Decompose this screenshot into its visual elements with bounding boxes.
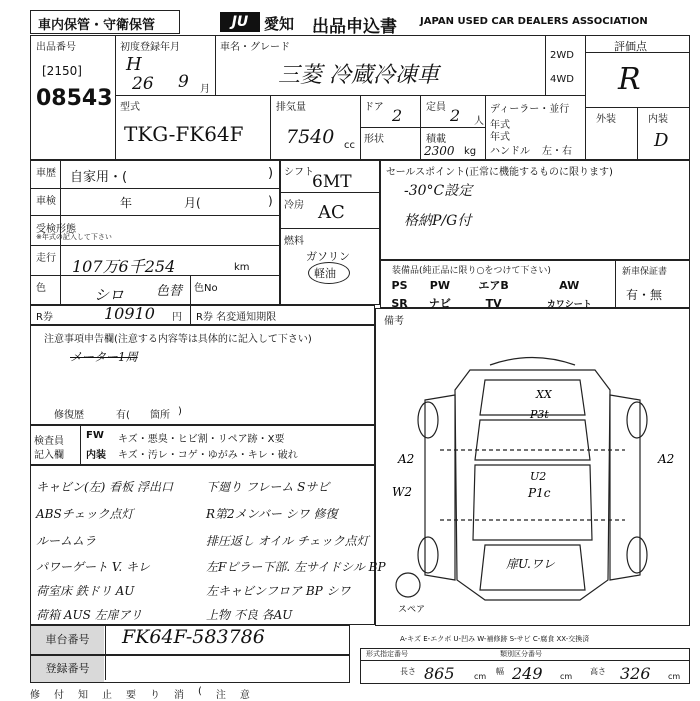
footer-cell: 修 (30, 690, 40, 701)
inspector-note-left: キャビン(左) 看板 浮出口 (36, 480, 173, 494)
mileage-unit: km (234, 262, 250, 273)
displacement-unit: cc (344, 140, 355, 151)
dims-height-unit: cm (668, 672, 681, 681)
inspection-close: ) (268, 194, 273, 208)
equipment-cell: SR (391, 296, 408, 310)
car-diagram (380, 330, 685, 620)
capacity-value: 2 (450, 106, 461, 125)
recycle-label: R券 (36, 312, 53, 323)
footer-cell: ( (198, 686, 202, 697)
fuel-value: ガソリン (306, 250, 350, 263)
inspector-note-right: 左キャビンフロア BP シワ (206, 584, 351, 598)
form-title: 出品申込書 (312, 17, 397, 37)
displacement-value: 7540 (286, 126, 335, 148)
diagram-right-mark: A2 (658, 452, 675, 466)
registration-month-unit: 月 (200, 84, 210, 95)
mileage-value: 107万6千254 (72, 257, 176, 276)
inspector-row2: キズ・汚レ・コゲ・ゆがみ・キレ・破れ (118, 450, 298, 461)
dealer-year-label: 年式 (490, 120, 510, 131)
association-name: JAPAN USED CAR DEALERS ASSOCIATION (420, 16, 648, 27)
footer-cell: 要 (126, 690, 136, 701)
dims-length-label: 長さ (400, 667, 416, 676)
warranty-value: 有・無 (626, 288, 663, 302)
dims-length-unit: cm (474, 672, 487, 681)
storage-note-text: 車内保管・守衛保管 (38, 18, 156, 33)
org-name: 愛知 (264, 15, 295, 33)
model-label: 型式 (120, 102, 140, 113)
inspector-label-2: 記入欄 (34, 450, 64, 461)
diagram-remarks-label: 備考 (384, 316, 404, 327)
diagram-center-mark: U2 (530, 470, 547, 483)
footer-row (30, 686, 370, 700)
footer-cell: 消 (174, 690, 184, 701)
notice-label: R券 名変通知期限 (196, 312, 277, 323)
inspector-note-right: 上物 不良 各AU (206, 608, 293, 622)
fuel-value2: 軽油 (314, 267, 336, 280)
footer-cell: 注 (215, 690, 226, 701)
history-label: 車歴 (36, 168, 56, 179)
dims-height-value: 326 (620, 664, 651, 683)
dims-width-label: 幅 (496, 667, 504, 676)
color-label: 色 (36, 283, 46, 294)
load-unit: kg (464, 146, 477, 157)
equipment-cell: PS (391, 278, 408, 292)
shift-value: 6MT (312, 172, 352, 192)
load-value: 2300 (424, 144, 455, 158)
inspector-note-left: パワーゲート V. キレ (36, 560, 150, 574)
color-value: シロ (94, 286, 125, 304)
equipment-cell: エアB (478, 279, 509, 292)
inspector-row1-tag: FW (86, 430, 104, 441)
inspector-row1: キズ・悪臭・ヒビ割・リペア跡・X要 (118, 434, 285, 445)
diagram-top-mark: XX (536, 388, 552, 401)
interior-value: D (654, 130, 669, 151)
inspection-label: 車検 (36, 196, 56, 207)
inspector-note-right: 左Fピラー下部. 左サイドシル BP (206, 560, 386, 574)
lot-number: 08543 (36, 86, 113, 111)
accept-note: ※年式の記入して下さい (36, 233, 112, 241)
aircon-label: 冷房 (284, 200, 304, 211)
footer-cell: 意 (239, 690, 250, 701)
inspection-year: 年 (120, 196, 133, 210)
doors-label: ドア (364, 102, 384, 113)
inspector-note-left: ABSチェック点灯 (36, 507, 134, 521)
footer-cell: 止 (102, 690, 112, 701)
inspector-note-left: 荷室床 鉄ドリ AU (36, 584, 135, 598)
grade-label: 評価点 (614, 40, 647, 53)
shift-label: シフト (284, 167, 314, 178)
load-label: 積載 (426, 134, 446, 145)
car-name-label: 車名・グレード (220, 42, 290, 53)
footer-cell: り (150, 690, 160, 701)
handle-label: ハンドル (490, 146, 530, 157)
recycle-value: 10910 (104, 304, 155, 323)
equipment-grid (382, 276, 614, 312)
repair-label: 修復歴 (54, 410, 84, 421)
diagram-left-mark-1: A2 (398, 452, 415, 466)
diagram-top-label: P3t (530, 408, 549, 421)
ju-logo (220, 12, 260, 32)
inspector-note-left: ルームムラ (36, 534, 97, 548)
registration-no-label: 登録番号 (31, 656, 104, 682)
recycle-unit: 円 (172, 312, 182, 323)
dims-class-label: 類別区分番号 (500, 650, 542, 658)
displacement-label: 排気量 (276, 102, 306, 113)
selling-point-1: -30°C設定 (404, 183, 473, 199)
dims-length-value: 865 (424, 664, 455, 683)
dims-model-label: 形式指定番号 (366, 650, 408, 658)
diagram-left-mark-2: W2 (392, 485, 412, 499)
registration-label: 初度登録年月 (120, 42, 180, 53)
inspector-note-right: R第2メンバー シワ 修復 (206, 507, 338, 521)
repair-value: 有( (116, 410, 130, 421)
selling-point-2: 格納P/G付 (404, 213, 472, 229)
damage-legend: A-キズ E-エクボ U-凹み W-補修跡 S-サビ C-腐食 XX-交換済 (400, 635, 590, 643)
chassis-label: 車台番号 (31, 626, 104, 654)
lot-sub-number: [2150] (42, 64, 82, 78)
equipment-cell: TV (485, 296, 502, 310)
mileage-label: 走行 (36, 253, 56, 264)
history-value: 自家用・( (70, 170, 128, 185)
equipment-cell: ナビ (428, 297, 451, 310)
color-no-label: 色No (194, 283, 218, 294)
inspection-month: 月( (184, 196, 201, 210)
car-name-value: 三菱 冷蔵冷凍車 (278, 63, 439, 88)
dims-height-label: 高さ (590, 667, 606, 676)
capacity-unit: 人 (474, 116, 484, 127)
notes-label: 注意事項申告欄(注意する内容等は具体的に記入して下さい) (44, 334, 312, 345)
color-extra: 色替 (156, 284, 183, 299)
logo-text: JU (231, 14, 249, 30)
registration-year: 26 (132, 74, 154, 94)
inspector-note-right: 排圧返し オイル チェック点灯 (206, 534, 369, 548)
selling-points-label: セールスポイント(正常に機能するものに限ります) (386, 167, 613, 178)
drive-2wd: 2WD (550, 50, 574, 61)
registration-month: 9 (178, 72, 189, 92)
equipment-cell: PW (429, 278, 450, 292)
repair-close: ) (178, 406, 182, 417)
history-close: ) (268, 166, 274, 181)
shape-label: 形状 (364, 134, 384, 145)
registration-era: H (126, 54, 142, 75)
repair-unit: 箇所 (150, 410, 170, 421)
inspector-note-left: 荷箱 AUS 左扉アリ (36, 608, 143, 622)
diagram-spare-label: スペア (398, 605, 426, 615)
diagram-center-label: P1c (528, 486, 551, 500)
handle-options: 左・右 (542, 146, 572, 157)
doors-value: 2 (392, 106, 403, 125)
equipment-cell: AW (559, 278, 580, 292)
grade-value: R (618, 62, 641, 97)
equipment-cell: カワシート (546, 299, 592, 310)
inspector-label-1: 検査員 (34, 436, 64, 447)
fuel-label: 燃料 (284, 236, 304, 247)
capacity-label: 定員 (426, 102, 446, 113)
footer-cell: 知 (78, 690, 88, 701)
lot-label: 出品番号 (36, 42, 76, 53)
equipment-label: 装備品(純正品に限り○をつけて下さい) (392, 266, 551, 276)
drive-4wd: 4WD (550, 74, 574, 85)
notes-struck: メーター1周 (70, 350, 138, 364)
dims-width-unit: cm (560, 672, 573, 681)
dealer-model-year-label: 年式 (490, 132, 510, 143)
exterior-label: 外装 (596, 114, 616, 125)
warranty-label: 新車保証書 (622, 267, 668, 277)
accept-label: 受検形態 (36, 224, 76, 235)
model-value: TKG-FK64F (124, 122, 244, 146)
inspector-row2-tag: 内装 (86, 450, 106, 461)
inspector-note-right: 下廻り フレーム Sサビ (206, 480, 330, 494)
interior-label: 内装 (648, 114, 668, 125)
aircon-value: AC (318, 202, 345, 223)
dealer-label: ディーラー・並行 (490, 104, 570, 115)
footer-cell: 付 (54, 690, 64, 701)
chassis-value: FK64F-583786 (122, 626, 265, 648)
diagram-bottom-label: 扉U.ワレ (506, 557, 555, 571)
dims-width-value: 249 (512, 664, 543, 683)
